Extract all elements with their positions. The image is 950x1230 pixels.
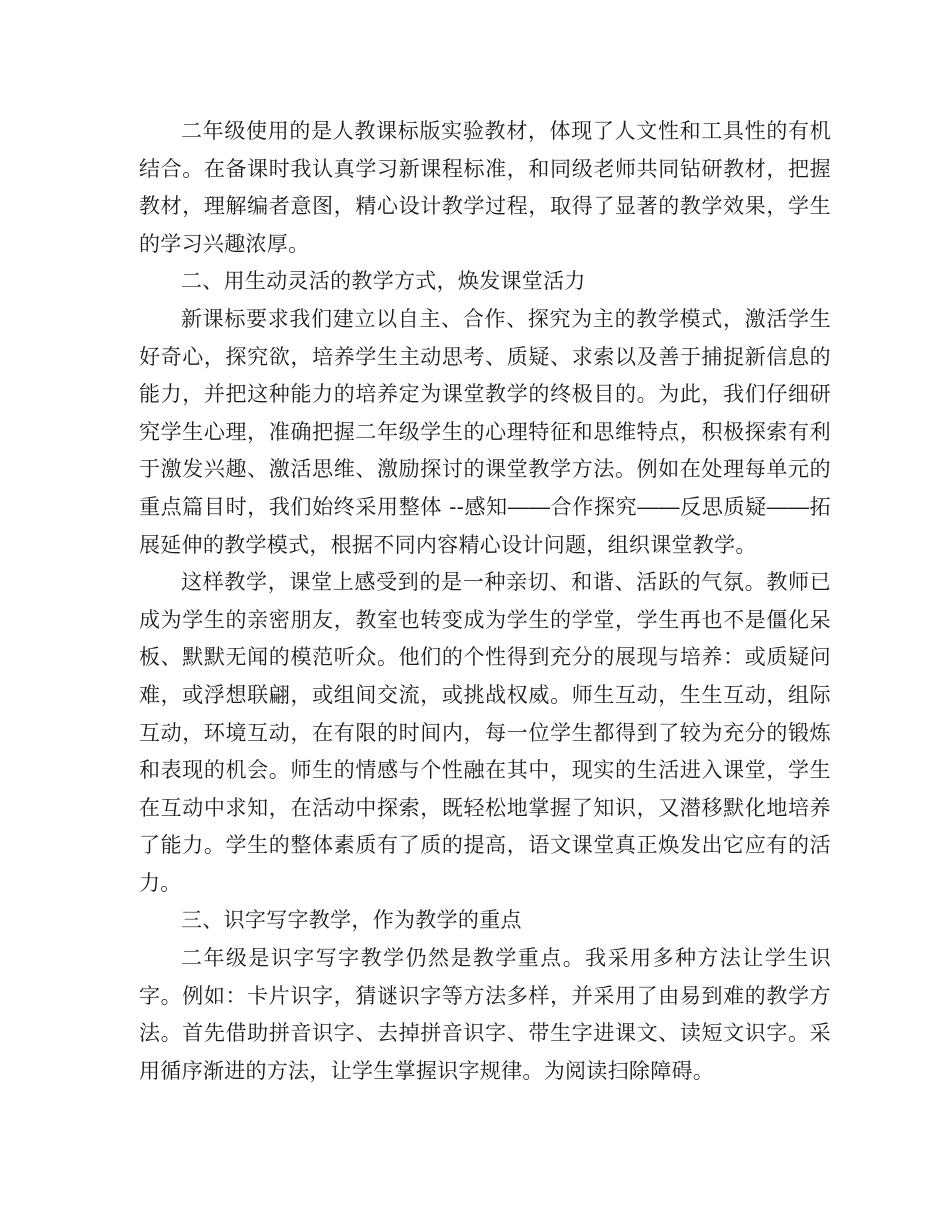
paragraph-teaching-model: 新课标要求我们建立以自主、合作、探究为主的教学模式，激活学生好奇心，探究欲，培养学生主动思考、质疑、求索以及善于捕捉新信息的能力，并把这种能力的培养定为课堂教学的终极目的。为此，我们仔细研究学生心理，准确把握二年级学生的心理特征和思维特点，积极探索有利于激发兴趣、激活思维、激励探讨的课堂教学方法。例如在处理每单元的重点篇目时，我们始终采用整体 --感知――合作探究――反思质疑――拓展延伸的教学模式，根据不同内容精心设计问题，组织课堂教学。 [139, 306, 831, 557]
paragraph-textbook-intro: 二年级使用的是人教课标版实验教材，体现了人文性和工具性的有机结合。在备课时我认真学习新课程标准，和同级老师共同钻研教材，把握教材，理解编者意图，精心设计教学过程，取得了显著的教学效果，学生的学习兴趣浓厚。 [139, 119, 831, 256]
section-heading-3: 三、识字写字教学，作为教学的重点 [181, 908, 522, 933]
paragraph-literacy-teaching: 二年级是识字写字教学仍然是教学重点。我采用多种方法让学生识字。例如：卡片识字，猜谜识字等方法多样，并采用了由易到难的教学方法。首先借助拼音识字、去掉拼音识字、带生字进课文、读短文识字。采用循序渐进的方法，让学生掌握识字规律。为阅读扫除障碍。 [139, 946, 831, 1083]
document-body [139, 113, 831, 1090]
section-heading-2: 二、用生动灵活的教学方式，焕发课堂活力 [181, 269, 586, 294]
paragraph-classroom-atmosphere: 这样教学，课堂上感受到的是一种亲切、和谐、活跃的气氛。教师已成为学生的亲密朋友，教室也转变成为学生的学堂，学生再也不是僵化呆板、默默无闻的模范听众。他们的个性得到充分的展现与培养：或质疑问难，或浮想联翩，或组间交流，或挑战权威。师生互动，生生互动，组际互动，环境互动，在有限的时间内，每一位学生都得到了较为充分的锻炼和表现的机会。师生的情感与个性融在其中，现实的生活进入课堂，学生在互动中求知，在活动中探索，既轻松地掌握了知识，又潜移默化地培养了能力。学生的整体素质有了质的提高，语文课堂真正焕发出它应有的活力。 [139, 570, 831, 895]
